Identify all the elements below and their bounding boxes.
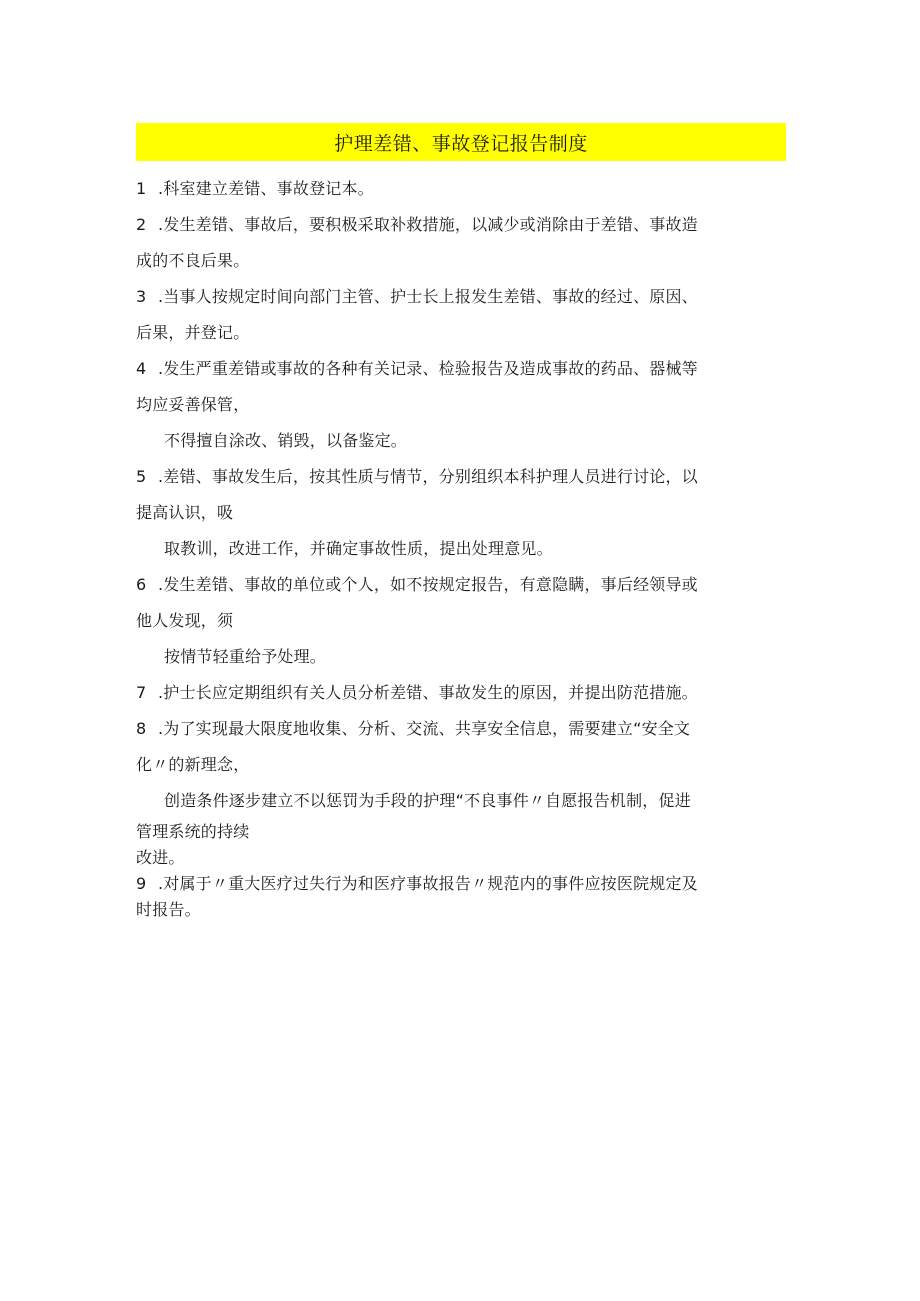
item-text: .科室建立差错、事故登记本。 [158,179,374,198]
item-number: 4 [136,359,147,378]
item-number: 6 [136,575,147,594]
item-number: 9 [136,874,147,893]
item-number: 1 [136,179,147,198]
item-4-line-2: 均应妥善保管， [136,395,250,414]
item-2-line-2: 成的不良后果。 [136,251,250,270]
item-5-line-2: 提高认识，吸 [136,503,234,522]
item-text: .护士长应定期组织有关人员分析差错、事故发生的原因，并提出防范措施。 [158,683,698,702]
document-body [136,171,786,923]
item-3-line-1 [136,279,786,315]
item-text: .发生差错、事故后，要积极采取补救措施，以减少或消除由于差错、事故造 [158,215,698,234]
item-5-line-1 [136,459,786,495]
item-4-line-3: 不得擅自涂改、销毁，以备鉴定。 [164,431,408,450]
item-number: 5 [136,467,147,486]
item-1-line-1 [136,171,786,207]
item-8-line-3: 创造条件逐步建立不以惩罚为手段的护理“不良事件〃自愿报告机制，促进 [164,791,691,810]
item-9-line-1 [136,871,786,897]
item-8-line-2: 化〃的新理念， [136,755,250,774]
item-number: 8 [136,719,147,738]
item-7-line-1 [136,675,786,711]
item-2-line-1 [136,207,786,243]
item-text: .发生差错、事故的单位或个人，如不按规定报告，有意隐瞒，事后经领导或 [158,575,698,594]
item-6-line-1 [136,567,786,603]
item-text: .当事人按规定时间向部门主管、护士长上报发生差错、事故的经过、原因、 [158,287,698,306]
item-5-line-3: 取教训，改进工作，并确定事故性质，提出处理意见。 [164,539,553,558]
item-text: .为了实现最大限度地收集、分析、交流、共享安全信息，需要建立“安全文 [158,719,691,738]
item-text: .发生严重差错或事故的各种有关记录、检验报告及造成事故的药品、器械等 [158,359,698,378]
item-8-line-1 [136,711,786,747]
item-6-line-2: 他人发现，须 [136,611,234,630]
item-number: 2 [136,215,147,234]
item-number: 7 [136,683,147,702]
item-9-line-2: 时报告。 [136,900,201,919]
item-6-line-3: 按情节轻重给予处理。 [164,647,327,666]
document-page [136,123,786,923]
item-number: 3 [136,287,147,306]
item-text: .差错、事故发生后，按其性质与情节，分别组织本科护理人员进行讨论，以 [158,467,698,486]
item-text: .对属于〃重大医疗过失行为和医疗事故报告〃规范内的事件应按医院规定及 [158,874,698,893]
item-8-line-5: 改进。 [136,848,185,867]
item-3-line-2: 后果，并登记。 [136,323,250,342]
item-4-line-1 [136,351,786,387]
document-title: 护理差错、事故登记报告制度 [136,123,786,161]
item-8-line-4: 管理系统的持续 [136,822,250,841]
